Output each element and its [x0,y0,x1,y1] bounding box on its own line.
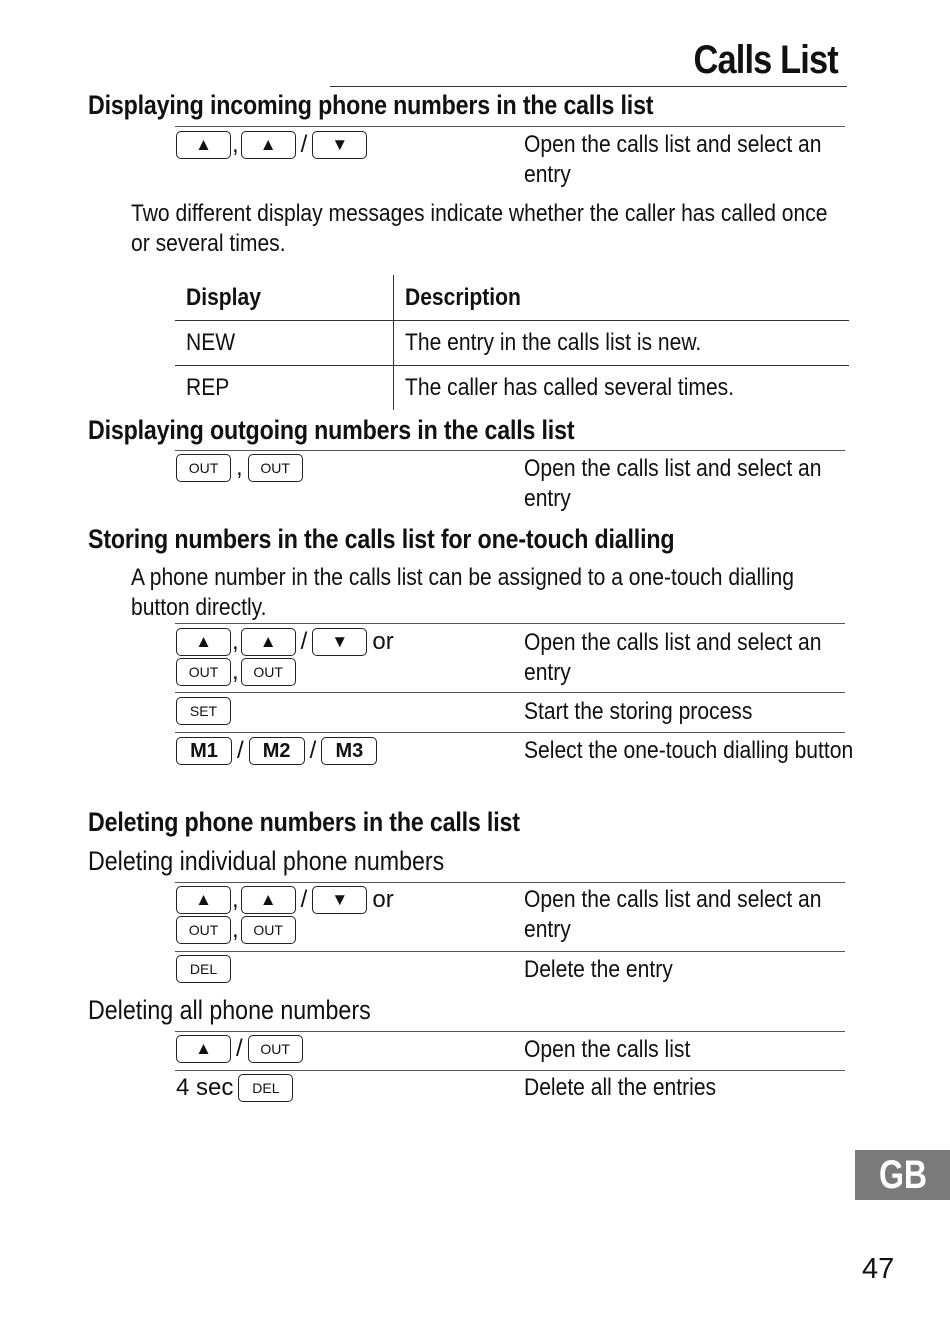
up-key-icon: ▲ [176,886,231,914]
deleting-all-step2-keys [176,1074,293,1102]
out-key-icon: OUT [176,454,231,482]
comma-separator: , [236,454,243,481]
storing-step3-description: Select the one-touch dialling button [524,737,854,764]
comma-separator: , [232,658,239,685]
divider [175,450,845,451]
outgoing-step1-description: Open the calls list and select an entry [524,455,822,512]
storing-intro: A phone number in the calls list can be assigned to a one-touch dialling button directly. [131,564,794,621]
storing-step1-keys-row1 [176,628,399,656]
comma-separator: , [232,628,239,655]
comma-separator: , [232,886,239,913]
slash-separator: / [300,131,308,158]
table-row [175,321,849,366]
deleting-individual-step2-description: Delete the entry [524,956,673,983]
up-key-icon: ▲ [176,1035,231,1063]
table-cell: REP [175,366,394,411]
divider [175,692,845,693]
table-header-row [175,275,849,321]
slash-separator: / [309,737,317,764]
storing-heading: Storing numbers in the calls list for one-touch dialling [88,524,675,554]
comma-separator: , [232,131,239,158]
outgoing-heading: Displaying outgoing numbers in the calls list [88,415,575,445]
out-key-icon: OUT [176,916,231,944]
storing-step2-description: Start the storing process [524,698,753,725]
set-key-icon: SET [176,697,231,725]
storing-step3-keys [176,737,377,765]
out-key-icon: OUT [176,658,231,686]
up-key-icon: ▲ [241,131,296,159]
table-cell: The entry in the calls list is new. [394,321,850,366]
slash-separator: / [236,1035,243,1062]
table-header-display: Display [175,275,394,321]
deleting-individual-subheading: Deleting individual phone numbers [88,846,445,876]
language-tab: GB [855,1150,950,1200]
outgoing-keys [176,454,303,482]
slash-separator: / [300,886,308,913]
up-key-icon: ▲ [241,628,296,656]
divider [175,1070,845,1071]
incoming-keys [176,131,367,159]
divider [175,882,845,883]
page-number: 47 [862,1253,895,1285]
slash-separator: / [237,737,244,764]
table-cell: The caller has called several times. [394,366,850,411]
del-key-icon: DEL [238,1074,293,1102]
divider [175,1031,845,1032]
out-key-icon: OUT [248,1035,303,1063]
display-table [175,275,849,410]
deleting-all-step1-description: Open the calls list [524,1036,691,1063]
incoming-step1-description: Open the calls list and select an entry [524,131,822,188]
storing-step2-keys [176,697,231,725]
m1-key-icon: M1 [176,737,232,765]
or-text: or [372,628,394,655]
up-key-icon: ▲ [176,628,231,656]
or-text: or [372,886,394,913]
divider [175,623,845,624]
out-key-icon: OUT [248,454,303,482]
deleting-individual-step1-description: Open the calls list and select an entry [524,886,822,943]
divider [175,126,845,127]
page-title: Calls List [693,38,838,82]
out-key-icon: OUT [241,658,296,686]
down-key-icon: ▼ [312,628,367,656]
table-cell: NEW [175,321,394,366]
incoming-heading: Displaying incoming phone numbers in the calls list [88,90,654,120]
out-key-icon: OUT [241,916,296,944]
storing-step1-keys-row2 [176,658,296,686]
divider [175,732,845,733]
deleting-all-subheading: Deleting all phone numbers [88,995,371,1025]
up-key-icon: ▲ [176,131,231,159]
deleting-all-step1-keys [176,1035,303,1063]
m2-key-icon: M2 [249,737,305,765]
up-key-icon: ▲ [241,886,296,914]
table-row [175,366,849,411]
deleting-all-step2-description: Delete all the entries [524,1074,717,1101]
down-key-icon: ▼ [312,886,367,914]
deleting-heading: Deleting phone numbers in the calls list [88,807,520,837]
deleting-individual-step2-keys [176,955,231,983]
incoming-note: Two different display messages indicate whether the caller has called once or several times. [131,200,828,257]
duration-text: 4 sec [176,1074,234,1101]
deleting-individual-keys-row1 [176,886,399,914]
del-key-icon: DEL [176,955,231,983]
deleting-individual-keys-row2 [176,916,296,944]
storing-step1-description: Open the calls list and select an entry [524,629,822,686]
m3-key-icon: M3 [321,737,377,765]
down-key-icon: ▼ [312,131,367,159]
table-header-description: Description [405,283,521,311]
slash-separator: / [300,628,308,655]
comma-separator: , [232,916,239,943]
title-divider [330,86,847,87]
divider [175,951,845,952]
